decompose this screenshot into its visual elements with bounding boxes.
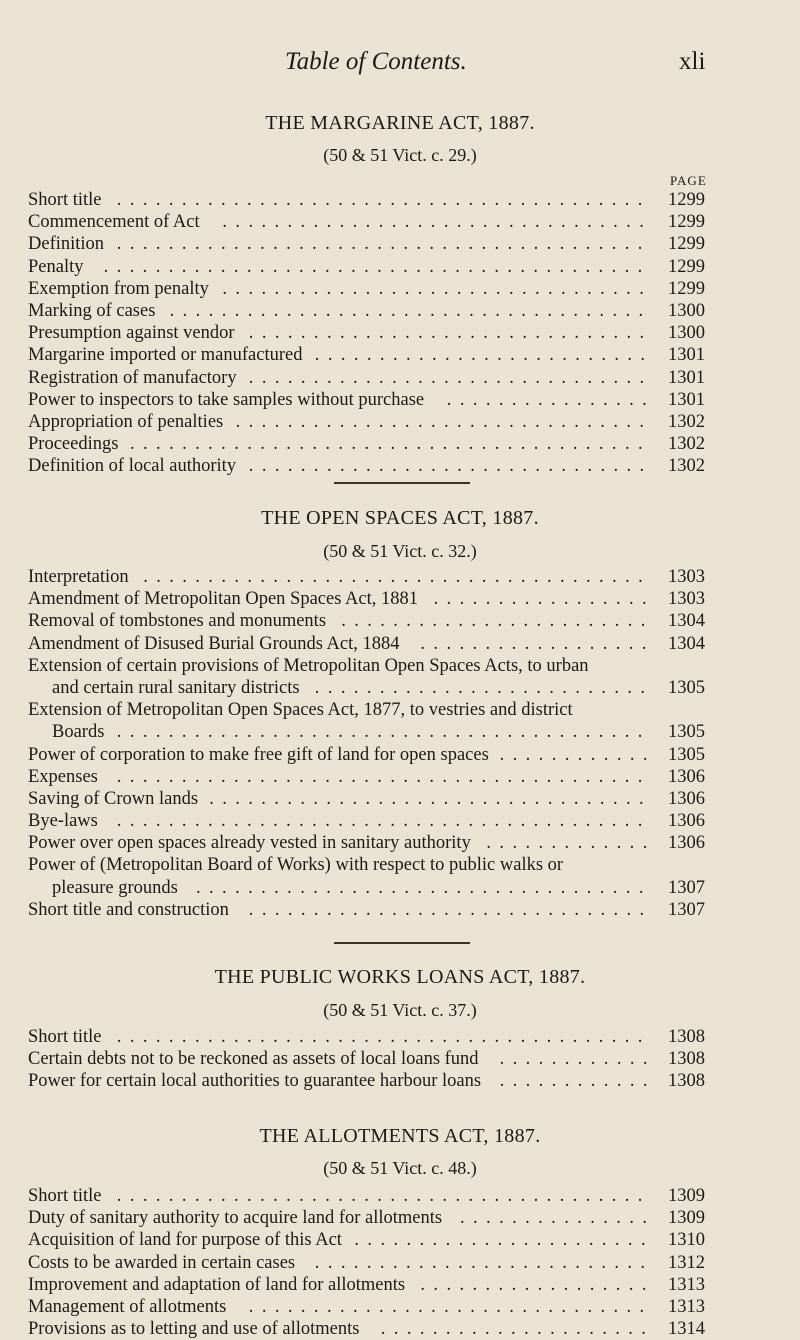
toc-entry	[0, 610, 800, 632]
section-citation: (50 & 51 Vict. c. 32.)	[323, 541, 477, 561]
toc-entry-title: Provisions as to letting and use of allotments	[28, 1319, 360, 1340]
toc-entry-page: 1302	[668, 456, 705, 477]
toc-entry-page: 1312	[668, 1252, 705, 1273]
toc-entry-title: Amendment of Metropolitan Open Spaces Act, 1881	[28, 589, 418, 610]
dot-leader: .........................................	[116, 234, 651, 255]
toc-entry	[0, 233, 800, 255]
toc-entry-title: Power for certain local authorities to guarantee harbour loans	[28, 1071, 482, 1092]
toc-entry-page: 1300	[668, 300, 705, 321]
toc-entry-title: Definition of local authority	[28, 456, 237, 477]
toc-entry-title: Improvement and adaptation of land for allotments	[28, 1274, 406, 1295]
toc-entry	[0, 344, 800, 366]
toc-entry-page: 1309	[668, 1208, 705, 1229]
toc-entry-page: 1306	[668, 833, 705, 854]
toc-entry	[0, 300, 800, 322]
dot-leader: ...............................	[248, 367, 653, 388]
toc-entry-page: 1314	[668, 1319, 705, 1340]
toc-entry-title: Registration of manufactory	[28, 367, 237, 388]
toc-entry-title: Definition	[28, 234, 105, 255]
dot-leader: ...............................	[248, 899, 653, 920]
toc-entry	[0, 588, 800, 610]
toc-entry-title: Bye-laws	[28, 811, 98, 832]
toc-entry-page: 1304	[668, 611, 705, 632]
dot-leader: ..........................	[314, 1252, 654, 1273]
dot-leader: ...............................	[248, 323, 653, 344]
toc-entry-page: 1308	[668, 1049, 705, 1070]
dot-leader: ............	[499, 744, 656, 765]
section-divider	[334, 942, 470, 944]
entry-list	[0, 189, 800, 477]
toc-entry	[0, 810, 800, 832]
dot-leader: .........................................	[116, 766, 651, 787]
toc-entry-title-continued: and certain rural sanitary districts	[52, 677, 300, 698]
dot-leader: ..........................................	[103, 256, 651, 277]
toc-entry-title: Short title	[28, 1027, 102, 1047]
toc-entry-title: Appropriation of penalties	[28, 411, 224, 432]
section-title: THE OPEN SPACES ACT, 1887.	[261, 507, 539, 529]
toc-entry-page: 1308	[668, 1027, 705, 1047]
toc-entry	[0, 1252, 800, 1274]
dot-leader: .........................................	[116, 190, 651, 210]
toc-entry	[0, 1070, 800, 1092]
dot-leader: .................	[433, 589, 656, 610]
section-title: THE ALLOTMENTS ACT, 1887.	[259, 1125, 541, 1147]
dot-leader: .................................	[222, 278, 653, 299]
toc-entry-title: Amendment of Disused Burial Grounds Act, 1884	[28, 633, 400, 654]
dot-leader: ..................	[420, 633, 655, 654]
toc-entry-title: Duty of sanitary authority to acquire land for allotments	[28, 1208, 443, 1229]
toc-entry-title: Saving of Crown lands	[28, 788, 199, 809]
toc-entry-page: 1301	[668, 389, 705, 410]
toc-entry-page: 1299	[668, 278, 705, 299]
toc-entry-page: 1306	[668, 788, 705, 809]
toc-entry	[0, 278, 800, 300]
toc-entry-title: Commencement of Act	[28, 212, 200, 233]
toc-entry-page: 1309	[668, 1186, 705, 1206]
toc-entry-page: 1305	[668, 744, 705, 765]
toc-entry	[0, 1274, 800, 1296]
entry-list	[0, 1185, 800, 1340]
toc-entry-page: 1310	[668, 1230, 705, 1251]
toc-entry	[0, 256, 800, 278]
toc-entry-title: Management of allotments	[28, 1296, 227, 1317]
dot-leader: ...............................	[248, 1296, 653, 1317]
toc-entry	[0, 1318, 800, 1340]
dot-leader: .............	[486, 833, 656, 854]
toc-entry	[0, 766, 800, 788]
dot-leader: ...............................	[248, 456, 653, 477]
toc-entry	[0, 788, 800, 810]
toc-entry	[0, 189, 800, 211]
toc-entry	[0, 699, 800, 743]
toc-entry-page: 1302	[668, 434, 705, 455]
dot-leader: ........................	[341, 611, 654, 632]
toc-entry	[0, 322, 800, 344]
dot-leader: .................................	[222, 212, 653, 233]
dot-leader: .....................	[380, 1319, 655, 1340]
section-citation: (50 & 51 Vict. c. 48.)	[323, 1158, 477, 1178]
toc-entry-page: 1301	[668, 367, 705, 388]
toc-entry-page: 1299	[668, 212, 705, 233]
dot-leader: ..........................	[314, 345, 654, 366]
toc-entry	[0, 211, 800, 233]
toc-entry-title: Certain debts not to be reckoned as assets of local loans fund	[28, 1049, 479, 1070]
toc-entry	[0, 566, 800, 588]
dot-leader: ........................................	[130, 434, 651, 455]
toc-entry-title-continued: Boards	[52, 722, 105, 743]
dot-leader: .......................................	[143, 567, 652, 587]
toc-entry-title: Power over open spaces already vested in sanitary authority	[28, 833, 471, 854]
dot-leader: ................	[446, 389, 656, 410]
toc-entry-title-continued: pleasure grounds	[52, 877, 178, 898]
toc-entry	[0, 655, 800, 699]
toc-entry-title: Presumption against vendor	[28, 323, 235, 344]
toc-entry-page: 1303	[668, 589, 705, 610]
toc-entry-page: 1305	[668, 677, 705, 698]
dot-leader: ...................................	[196, 877, 652, 898]
toc-entry-title: Proceedings	[28, 434, 119, 455]
toc-entry	[0, 389, 800, 411]
section-citation: (50 & 51 Vict. c. 37.)	[323, 1000, 477, 1020]
toc-entry-page: 1305	[668, 722, 705, 743]
toc-entry-page: 1313	[668, 1296, 705, 1317]
toc-entry	[0, 633, 800, 655]
toc-entry-page: 1303	[668, 567, 705, 587]
toc-entry	[0, 455, 800, 477]
toc-entry-title: Marking of cases	[28, 300, 156, 321]
toc-entry-page: 1306	[668, 766, 705, 787]
dot-leader: ..........................	[314, 677, 654, 698]
toc-entry-page: 1300	[668, 323, 705, 344]
toc-entry-title: Removal of tombstones and monuments	[28, 611, 327, 632]
toc-entry-title: Power of corporation to make free gift of land for open spaces	[28, 744, 489, 765]
toc-entry-title: Short title	[28, 190, 102, 210]
toc-entry-page: 1307	[668, 877, 705, 898]
toc-entry-page: 1304	[668, 633, 705, 654]
dot-leader: ................................	[235, 411, 653, 432]
toc-entry-page: 1302	[668, 411, 705, 432]
dot-leader: .........................................	[116, 811, 651, 832]
toc-entry-page: 1301	[668, 345, 705, 366]
toc-entry-title: Costs to be awarded in certain cases	[28, 1252, 296, 1273]
toc-entry-page: 1307	[668, 899, 705, 920]
toc-entry	[0, 1026, 800, 1048]
toc-entry-title: Exemption from penalty	[28, 278, 209, 299]
toc-entry	[0, 1229, 800, 1251]
dot-leader: ...............	[460, 1208, 656, 1229]
toc-entry-title: Penalty	[28, 256, 84, 277]
toc-entry	[0, 1207, 800, 1229]
toc-entry-page: 1308	[668, 1071, 705, 1092]
dot-leader: .......................	[354, 1230, 654, 1251]
toc-entry	[0, 1296, 800, 1318]
toc-entry-title: Power to inspectors to take samples without purchase	[28, 389, 425, 410]
dot-leader: ..................	[420, 1274, 655, 1295]
toc-entry	[0, 744, 800, 766]
toc-entry	[0, 854, 800, 898]
toc-entry	[0, 1185, 800, 1207]
toc-entry-page: 1299	[668, 234, 705, 255]
toc-entry-title: Short title	[28, 1186, 102, 1206]
running-head	[0, 48, 800, 78]
toc-entry-title: Interpretation	[28, 567, 129, 587]
toc-entry	[0, 832, 800, 854]
dot-leader: .........................................	[116, 1186, 651, 1206]
toc-entry-page: 1299	[668, 190, 705, 210]
toc-entry-title: Expenses	[28, 766, 98, 787]
toc-entry	[0, 367, 800, 389]
toc-entry	[0, 1048, 800, 1070]
toc-entry	[0, 411, 800, 433]
toc-entry	[0, 433, 800, 455]
toc-entry-title: Power of (Metropolitan Board of Works) with respect to public walks or	[28, 855, 564, 876]
toc-entry-page: 1306	[668, 811, 705, 832]
entry-list	[0, 566, 800, 921]
toc-entry-title: Margarine imported or manufactured	[28, 345, 303, 366]
running-head-title: Table of Contents.	[285, 48, 467, 75]
dot-leader: .........................................	[116, 722, 651, 743]
section-citation: (50 & 51 Vict. c. 29.)	[323, 145, 477, 165]
dot-leader: .........................................	[116, 1027, 651, 1047]
section-divider	[334, 482, 470, 484]
toc-entry	[0, 899, 800, 921]
dot-leader: ............	[499, 1071, 656, 1092]
entry-list	[0, 1026, 800, 1093]
toc-entry-title: Extension of Metropolitan Open Spaces Act, 1877, to vestries and district	[28, 700, 573, 721]
running-head-page-number: xli	[679, 48, 706, 75]
dot-leader: .....................................	[169, 300, 652, 321]
section-title: THE MARGARINE ACT, 1887.	[265, 112, 535, 134]
dot-leader: ..................................	[209, 788, 653, 809]
toc-entry-page: 1299	[668, 256, 705, 277]
toc-entry-page: 1313	[668, 1274, 705, 1295]
dot-leader: ............	[499, 1049, 656, 1070]
page-column-label: PAGE	[670, 173, 707, 188]
toc-entry-title: Acquisition of land for purpose of this Act	[28, 1230, 342, 1251]
toc-entry-title: Extension of certain provisions of Metropolitan Open Spaces Acts, to urban	[28, 655, 589, 676]
toc-entry-title: Short title and construction	[28, 899, 229, 920]
section-title: THE PUBLIC WORKS LOANS ACT, 1887.	[214, 966, 586, 988]
